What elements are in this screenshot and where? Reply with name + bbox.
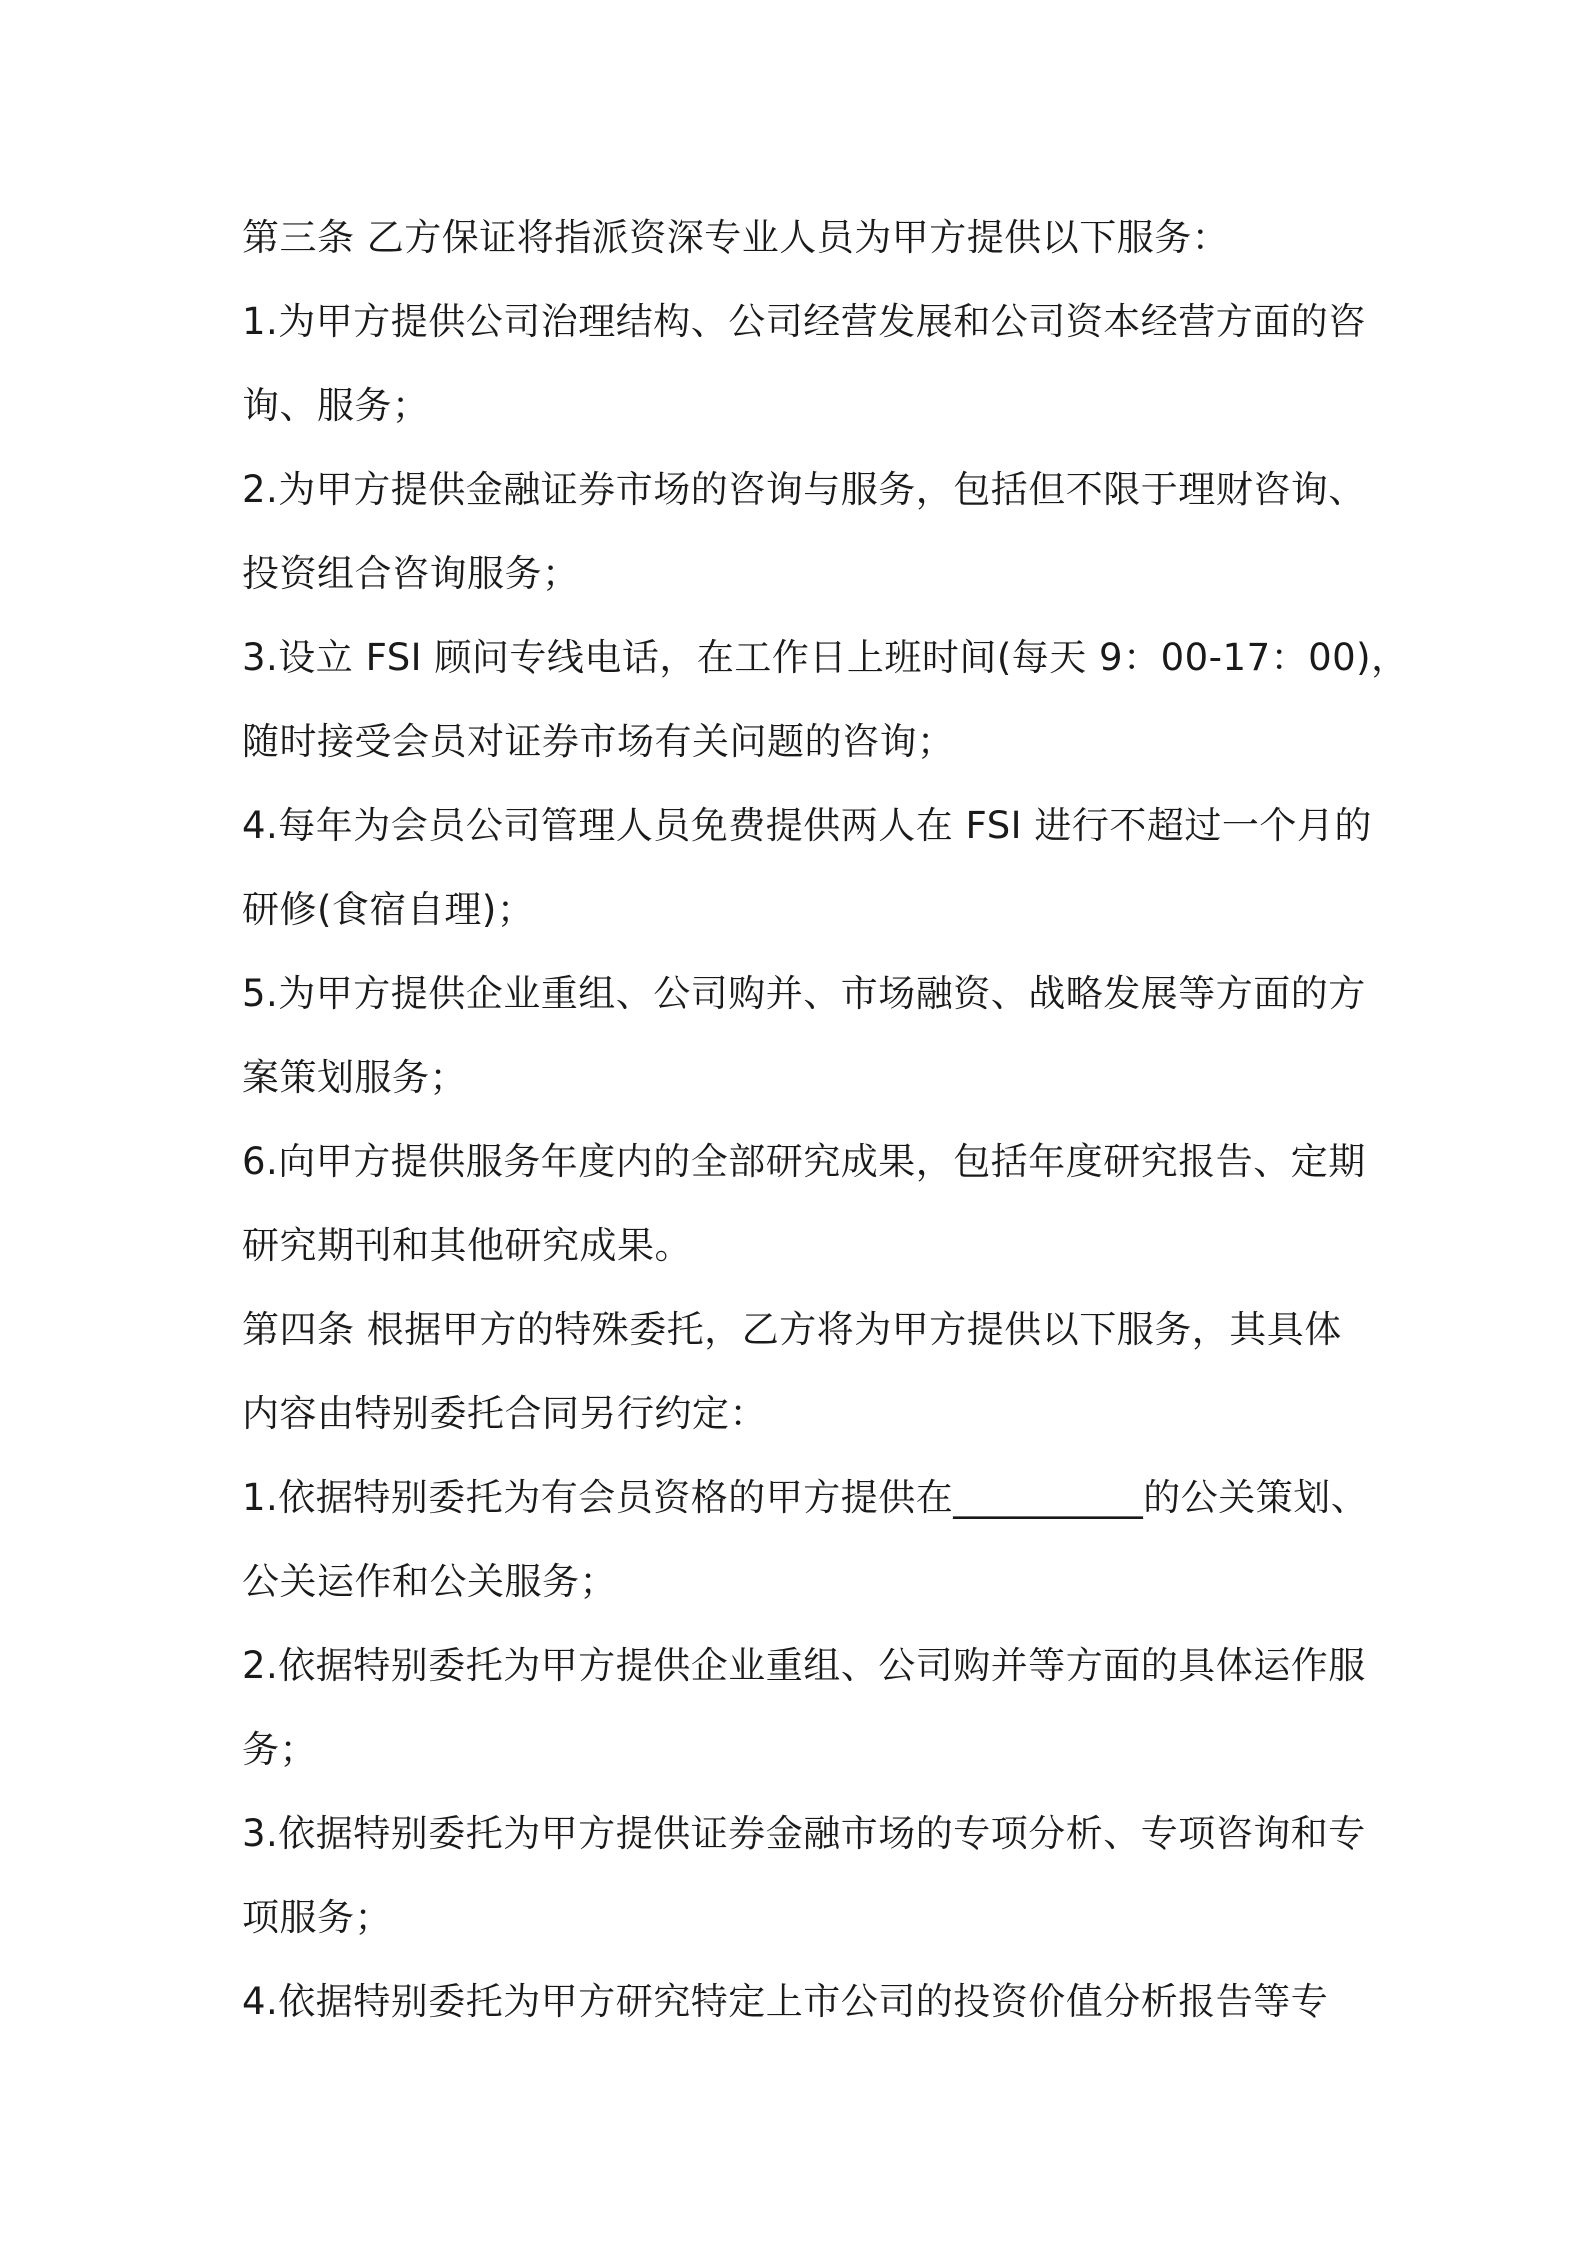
text-line: 4.依据特别委托为甲方研究特定上市公司的投资价值分析报告等专 bbox=[242, 1980, 1329, 2023]
text-line: 6.向甲方提供服务年度内的全部研究成果，包括年度研究报告、定期 bbox=[242, 1140, 1366, 1183]
text-line: 案策划服务； bbox=[242, 1056, 467, 1099]
text-line: 公关运作和公关服务； bbox=[242, 1560, 617, 1603]
text-line: 3.依据特别委托为甲方提供证券金融市场的专项分析、专项咨询和专 bbox=[242, 1812, 1366, 1855]
text-line: 询、服务； bbox=[242, 384, 430, 427]
text-line: 内容由特别委托合同另行约定： bbox=[242, 1392, 767, 1435]
text-line: 研究期刊和其他研究成果。 bbox=[242, 1224, 692, 1267]
text-line: 研修(食宿自理)； bbox=[242, 888, 535, 931]
text-line: 2.为甲方提供金融证券市场的咨询与服务，包括但不限于理财咨询、 bbox=[242, 468, 1366, 511]
text-line: 3.设立 FSI 顾问专线电话，在工作日上班时间(每天 9：00-17：00)， bbox=[242, 636, 1409, 679]
text-line: 项服务； bbox=[242, 1896, 392, 1939]
text-line: 4.每年为会员公司管理人员免费提供两人在 FSI 进行不超过一个月的 bbox=[242, 804, 1372, 847]
text-line: 务； bbox=[242, 1728, 317, 1771]
document-body bbox=[242, 196, 1409, 2044]
text-line: 2.依据特别委托为甲方提供企业重组、公司购并等方面的具体运作服 bbox=[242, 1644, 1366, 1687]
text-line: 第四条 根据甲方的特殊委托，乙方将为甲方提供以下服务，其具体 bbox=[242, 1308, 1342, 1351]
text-line: 5.为甲方提供企业重组、公司购并、市场融资、战略发展等方面的方 bbox=[242, 972, 1366, 1015]
text-line: 随时接受会员对证券市场有关问题的咨询； bbox=[242, 720, 955, 763]
text-line: 1.为甲方提供公司治理结构、公司经营发展和公司资本经营方面的咨 bbox=[242, 300, 1366, 343]
text-line: 1.依据特别委托为有会员资格的甲方提供在__________的公关策划、 bbox=[242, 1476, 1369, 1519]
text-line: 投资组合咨询服务； bbox=[242, 552, 580, 595]
text-line: 第三条 乙方保证将指派资深专业人员为甲方提供以下服务： bbox=[242, 216, 1230, 259]
